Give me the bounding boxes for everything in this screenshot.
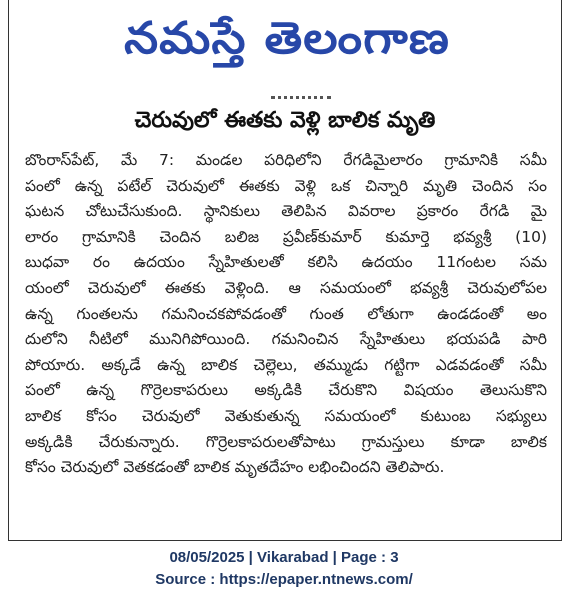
edition-info: 08/05/2025 | Vikarabad | Page : 3 bbox=[169, 549, 399, 566]
article-line: ఘటన చోటుచేసుకుంది. స్థానికులు తెలిపిన వివరాల ప్రకారం రేగడి మై bbox=[25, 202, 547, 221]
article-line: బొంరాస్‌పేట్, మే 7: మండల పరిధిలోని రేగడిమైలారం గ్రామానికి సమీ bbox=[25, 151, 547, 169]
article-line: లారం గ్రామానికి చెందిన బలిజ ప్రవీణ్‌కుమార్ కుమార్తె భవ్యశ్రీ (10) bbox=[25, 227, 547, 246]
article-headline: చెరువులో ఈతకు వెళ్లి బాలిక మృతి bbox=[134, 108, 436, 133]
article-line: యంలో చెరువులో ఈతకు వెళ్లింది. ఆ సమయంలో భవ్యశ్రీ చెరువులోపల bbox=[25, 278, 547, 297]
article-line: ఉన్న గుంతలను గమనించకపోవడంతో గుంత లోతుగా ఉండడంతో అం bbox=[25, 304, 547, 323]
article-line: పంలో ఉన్న గొర్రెలకాపరులు అక్కడికి చేరుకొని విషయం తెలుసుకొని bbox=[25, 381, 547, 400]
article-line: దులోని నీటిలో మునిగిపోయింది. గమనించిన స్నేహితులు భయపడి పారి bbox=[25, 330, 547, 349]
newspaper-masthead: నమస్తే తెలంగాణ bbox=[124, 13, 450, 64]
article-body bbox=[25, 148, 547, 481]
article-line: కోసం చెరువులో వెతకడంతో బాలిక మృతదేహం లభించిందని తెలిపారు. bbox=[25, 458, 445, 477]
cropped-text-fragment bbox=[271, 96, 331, 107]
article-line: బుధవా రం ఉదయం స్నేహితులతో కలిసి ఉదయం 11గంటల సమ bbox=[25, 253, 547, 272]
article-line: అక్కడికి చేరుకున్నారు. గొర్రెలకాపరులతోపాటు గ్రామస్తులు కూడా బాలిక bbox=[25, 432, 547, 451]
article-line: పంలో ఉన్న పటేల్ చెరువులో ఈతకు వెళ్లి ఒక చిన్నారి మృతి చెందిన సం bbox=[25, 176, 547, 195]
source-url: Source : https://epaper.ntnews.com/ bbox=[155, 571, 413, 588]
article-line: పోయారు. అక్కడే ఉన్న బాలిక చెల్లెలు, తమ్ముడు గట్టిగా ఎడవడంతో సమీ bbox=[25, 355, 547, 374]
news-clipping bbox=[8, 0, 562, 541]
article-line: బాలిక కోసం చెరువులో వెతుకుతున్న సమయంలో కుటుంబ సభ్యులు bbox=[25, 406, 547, 425]
